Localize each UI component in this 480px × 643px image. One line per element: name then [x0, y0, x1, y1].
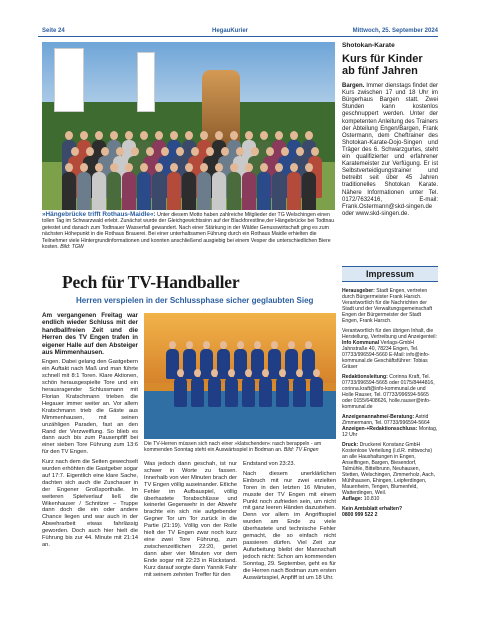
imp-auflage: 10.810	[363, 496, 380, 502]
photo-person	[137, 172, 151, 210]
imp-anzeigen: Astrid Zimmermann, Tel. 07733/996594-5664	[342, 414, 430, 426]
impressum-box	[342, 266, 438, 606]
photo-person	[107, 172, 121, 210]
team-player	[276, 377, 289, 407]
photo-person	[272, 172, 286, 210]
photo-person	[77, 172, 91, 210]
caption-title: »Hängebrücke trifft Rothaus-Maidle«:	[42, 211, 156, 218]
article-col2-p1: Was jedoch dann geschah, ist nur schwer in Worte zu fassen. Innerhalb von vier Minuten brach der TV Engen völlig auseinander. Etliche Fehler im Aufbauspiel, völlig überhastete Torabschlüsse und keinerlei Gegenwehr in der Abwehr brachte ein sich nie aufgebender Gegner Tor um Tor zurück in die Partie (21:19). Völlig von der Rolle hielt der TV Engen zwar noch kurz eine zwei Tore Führung, zum zwischenzeitlichen 22:20, geriet dann aber vier Minuten vor dem Ende sogar mit 22:23 in Rückstand. Kurz darauf sorgte dann Yannik Fahr mit seinem zehnten Treffer für den	[144, 461, 237, 578]
article-column-1	[42, 312, 138, 552]
karate-article	[342, 42, 438, 218]
imp-schluss: Montag, 12 Uhr	[342, 426, 438, 438]
photo-person	[182, 172, 196, 210]
photo-person	[242, 172, 256, 210]
article-headline: Pech für TV-Handballer	[62, 272, 240, 292]
photo-person	[122, 172, 136, 210]
photo-person	[257, 172, 271, 210]
article-col1-p1: Engen. Dabei gelang den Gastgebern ein Auftakt nach Maß und man führte schnell mit 8:1 Toren. Klare Aktionen, schön herausgespielte Tore und ein herausragender Schlussmann mit Florian Kratschmann trieben die Hegauer immer weiter an. Vor allem Kratschmann trieb die Gäste aus Mimmenhausen, mit seinen unzähligen Paraden, fast an den Rand der Verzweiflung. So blieb es dann auch bis zum Pausenpfiff bei einer sieben Tore Führung zum 13:6 für den TV Engen.	[42, 359, 138, 456]
team-player	[225, 377, 238, 407]
photo-person	[212, 172, 226, 210]
team-caption-text: Die TV-Herren müssen sich nach einer »klatschenden« rasch berappeln - am kommenden Sonntag steht ein Auswärtsspiel in Bodman an.	[144, 441, 322, 454]
imp-redaktion-label: Redaktionsleitung:	[342, 374, 388, 380]
photo-person	[227, 172, 241, 210]
article-col3-p1: Endstand von 23:23.	[243, 461, 296, 467]
imp-anzeigen-label: Anzeigenannahme/-Beratung:	[342, 414, 415, 420]
karate-body	[342, 83, 438, 218]
photo-person	[62, 172, 76, 210]
karate-kicker: Shotokan-Karate	[342, 42, 395, 49]
header-rule	[38, 36, 438, 37]
team-photo-caption	[144, 441, 336, 453]
caption-credit: Bild: TGW	[60, 244, 84, 251]
impressum-body	[342, 288, 438, 518]
photo-banner-mid	[137, 52, 155, 112]
photo-person	[152, 172, 166, 210]
photo-person	[197, 172, 211, 210]
photo-banner-left	[54, 48, 84, 112]
team-photo-floor	[144, 391, 336, 439]
team-photo	[144, 313, 336, 439]
team-player	[208, 377, 221, 407]
team-player	[174, 377, 187, 407]
photo-person	[92, 172, 106, 210]
team-caption-credit: Bild: TV Engen	[283, 447, 319, 454]
imp-redaktion: Corinna Kraft, Tel. 07733/996594-5665 oder 0175/8444816, corinna.kraft@info-kommunal.de und Holle Rauser, Tel. 07733/996594-5665 oder 0155/6408626, holle.rauser@info-kommunal.de	[342, 374, 435, 410]
article-lead: Am vergangenen Freitag war endlich wieder Schluss mit der handballfreien Zeit und die Herren des TV Engen trafen in eigener Halle auf den Absteiger aus Mimmenhausen.	[42, 312, 138, 357]
team-player	[259, 377, 272, 407]
imp-verlag: Verlags-GmbH Jahnstraße 40, 78234 Engen, Tel. 07733/996594-5660 E-Mail: info@info-kommunal.de Geschäftsführer: Tobias Gräser	[342, 340, 430, 370]
team-player	[293, 377, 306, 407]
karate-dateline: Bargen.	[342, 83, 365, 90]
group-photo	[42, 42, 335, 210]
team-player	[310, 377, 323, 407]
team-player	[242, 377, 255, 407]
imp-druck-label: Druck:	[342, 442, 359, 448]
imp-verantwortlich: Verantwortlich für den übrigen Inhalt, die Herstellung, Vertreibung und Anzeigenteil:	[342, 328, 437, 340]
caption-text: Unter diesem Motto haben zahlreiche Mitglieder der TG Welschingen einen tollen Tag im Schwarzwald erlebt. Zunächst wurde der Gleichgewichtssinn auf der Blackforestline,der Hängebrücke bei Todtnau getestet und danach zum Todtnauer Wasserfall gewandert. Nach einer Stärkung in der Wälder Genusswirtschaft ging es zum nächsten Höhepunkt in die Rothaus Brauerei. Bei einer unterhaltsamen Führung durch ein Rothaus Maidle erhielten die Teilnehmer viele Hintergrundinformationen und konnten anschließend ausgiebig bei einem Vesper die unterschiedlichen Biere kosten.	[42, 212, 335, 251]
imp-herausgeber-label: Herausgeber:	[342, 288, 375, 294]
article-column-2	[144, 461, 237, 581]
team-player	[191, 377, 204, 407]
article-column-3	[243, 461, 336, 584]
issue-date: Mittwoch, 25. September 2024	[352, 28, 438, 34]
imp-amtsblatt: 0800 999 522 2	[342, 512, 378, 518]
karate-text: Immer dienstags findet der Kurs zwischen 17 und 18 Uhr im Bürgerhaus Bargen statt. Zwei Stunden kann kostenlos geschnuppert werden. Unter der kompetenten Anleitung des Trainers der Abteilung Engen/Bargen, Frank Ostermann, dem Cheftrainer des Shotokan-Karate-Dojo-Singen und Träger des 6. Schwarzgurtes, steht ein qualifizierter und erfahrener Karatemeister zur Verfügung. Er ist Selbstverteidigungstrainer und betreibt seit über 45 Jahren traditionelles Shotokan Karate. Nähere Informationen unter Tel. 0172/7632416, E-mail: Frank.Ostermann@skd-singen.de oder www.skd-singen.de.	[342, 83, 438, 217]
imp-druck: Druckerei Konstanz GmbH Kostenlose Verteilung (i.d.R. mittwochs) an alle Haushaltungen in Engen, Anselfingen, Bargen, Biesendorf, Talmühle, Bittelbrunn, Neuhausen, Stetten, Welschingen, Zimmerholz, Aach, Mühlhausen, Ehingen, Leipferdingen, Mauenheim, Tengen, Blumenfeld, Watterdingen, Weil.	[342, 442, 436, 496]
imp-amtsblatt-label: Kein Amtsblatt erhalten?	[342, 506, 403, 512]
karate-title: Kurs für Kinder ab fünf Jahren	[342, 53, 423, 78]
imp-herausgeber: Stadt Engen, vertreten durch Bürgermeister Frank Harsch. Verantwortlich für die Nachrichten der Stadt und der Verwaltungsgemeinschaft Engen der Bürgermeister der Stadt Engen, Frank Harsch.	[342, 288, 433, 324]
imp-schluss-label: Anzeigen-+Redaktionsschluss:	[342, 426, 418, 432]
photo-person	[302, 172, 316, 210]
imp-auflage-label: Auflage:	[342, 496, 363, 502]
article-subhead: Herren verspielen in der Schlussphase sicher geglaubten Sieg	[76, 296, 314, 305]
imp-verlag-label: Info Kommunal	[342, 340, 380, 346]
photo-person	[167, 172, 181, 210]
page-header	[0, 0, 480, 38]
article-col3-p2: Nach diesem unerklärlichen Einbruch mit nur zwei erzielten Toren in den letzten 16 Minuten, musste der TV Engen mit einem Punkt noch zufrieden sein, um nicht mit ganz leeren Händen dazustehen. Denn vor allem im Angriffsspiel wurden am Ende zu viele überhastete und technische Fehler gemacht, die so einfach nicht passieren dürfen. Viel Zeit zur Aufarbeitung bleibt der Mannschaft jedoch nicht: Schon am kommenden Sonntag, 29. September, geht es für die Herren nach Bodman zum ersten Auswärtsspiel, Anpfiff ist um 18 Uhr.	[243, 470, 336, 581]
article-col1-p2: Kurz nach dem die Seiten gewechselt wurden erhöhten die Gastgeber sogar auf 17:7. Eigentlich eine klare Sache, dachten sich auch die Zuschauer in der Engener Großsporthalle. Im weiteren Spielverlauf ließ die Wikenhauser / Schnitzer – Truppe dann doch die ein oder andere Chance liegen und war auch in der Abwehrarbeit etwas fahrlässig geworden. Doch auch hier hielt die Führung bis zur 44. Minute mit 21:14 an.	[42, 459, 138, 548]
impressum-title: Impressum	[342, 266, 438, 282]
photo-crowd	[62, 132, 322, 210]
page-number: Seite 24	[42, 28, 65, 34]
photo-person	[287, 172, 301, 210]
paper-name: HegauKurier	[212, 28, 249, 34]
photo-caption	[42, 212, 335, 250]
